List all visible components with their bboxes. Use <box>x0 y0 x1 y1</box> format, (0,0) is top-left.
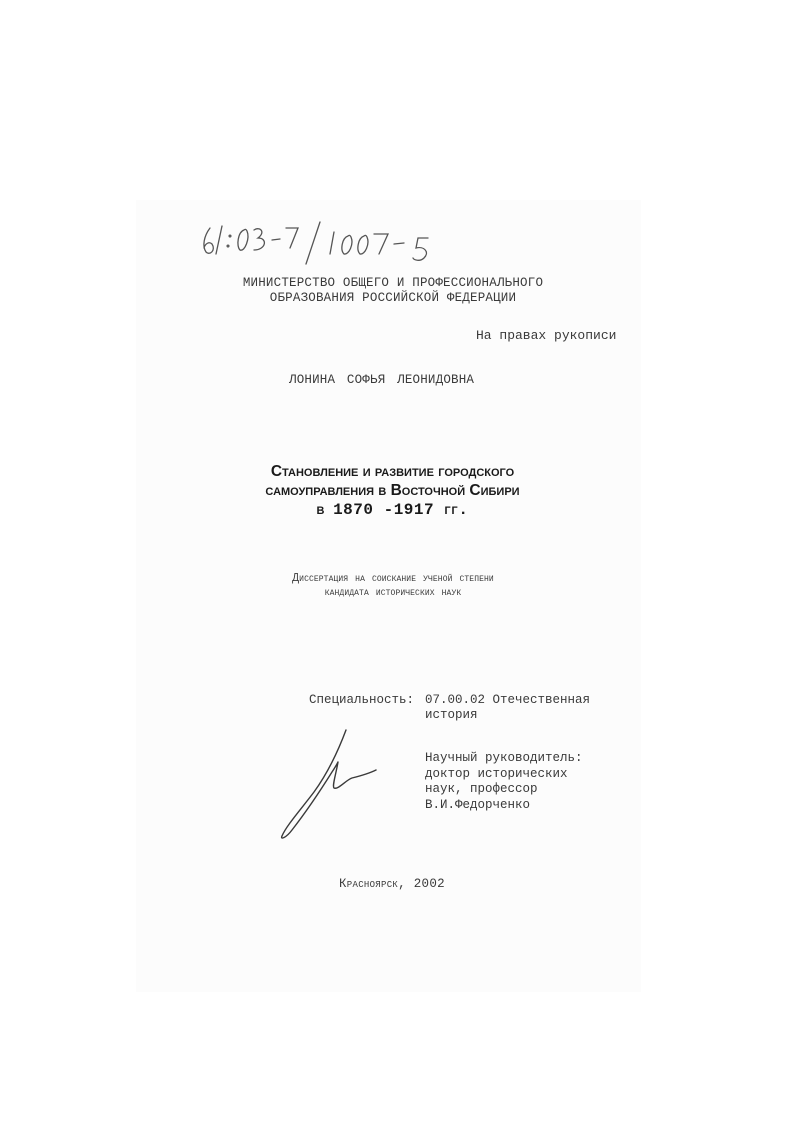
supervisor-line-1: Научный руководитель: <box>425 751 583 765</box>
ministry-line-2: ОБРАЗОВАНИЯ РОССИЙСКОЙ ФЕДЕРАЦИИ <box>269 291 517 305</box>
degree-line-2: кандидата исторических наук <box>324 586 462 599</box>
specialty-label: Специальность: <box>309 693 415 707</box>
dissertation-title <box>190 462 595 520</box>
title-years: 1870 -1917 гг. <box>333 501 469 519</box>
ministry-header <box>200 276 586 306</box>
title-line-1: Становление и развитие городского <box>270 463 515 480</box>
manuscript-rights-note: На правах рукописи <box>476 328 617 343</box>
title-prefix: в <box>316 501 325 518</box>
specialty-value-line-2: история <box>425 708 478 722</box>
handwritten-signature <box>276 726 380 842</box>
supervisor-line-3: наук, профессор <box>425 782 538 796</box>
supervisor-line-2: доктор исторических <box>425 766 568 781</box>
supervisor-line-4: В.И.Федорченко <box>425 797 531 812</box>
specialty-value-line-1: 07.00.02 Отечественная <box>425 693 591 707</box>
specialty-value <box>425 693 590 723</box>
title-line-2: самоуправления в Восточной Сибири <box>265 482 520 499</box>
scientific-supervisor <box>425 751 583 813</box>
title-line-3 <box>190 500 595 520</box>
handwritten-annotation <box>198 218 478 268</box>
city-year: Красноярск, 2002 <box>339 877 445 891</box>
author-name: ЛОНИНА СОФЬЯ ЛЕОНИДОВНА <box>289 373 475 387</box>
ministry-line-1: МИНИСТЕРСТВО ОБЩЕГО И ПРОФЕССИОНАЛЬНОГО <box>242 276 544 290</box>
degree-line-1: Диссертация на соискание ученой степени <box>292 572 494 585</box>
degree-statement <box>196 572 590 600</box>
